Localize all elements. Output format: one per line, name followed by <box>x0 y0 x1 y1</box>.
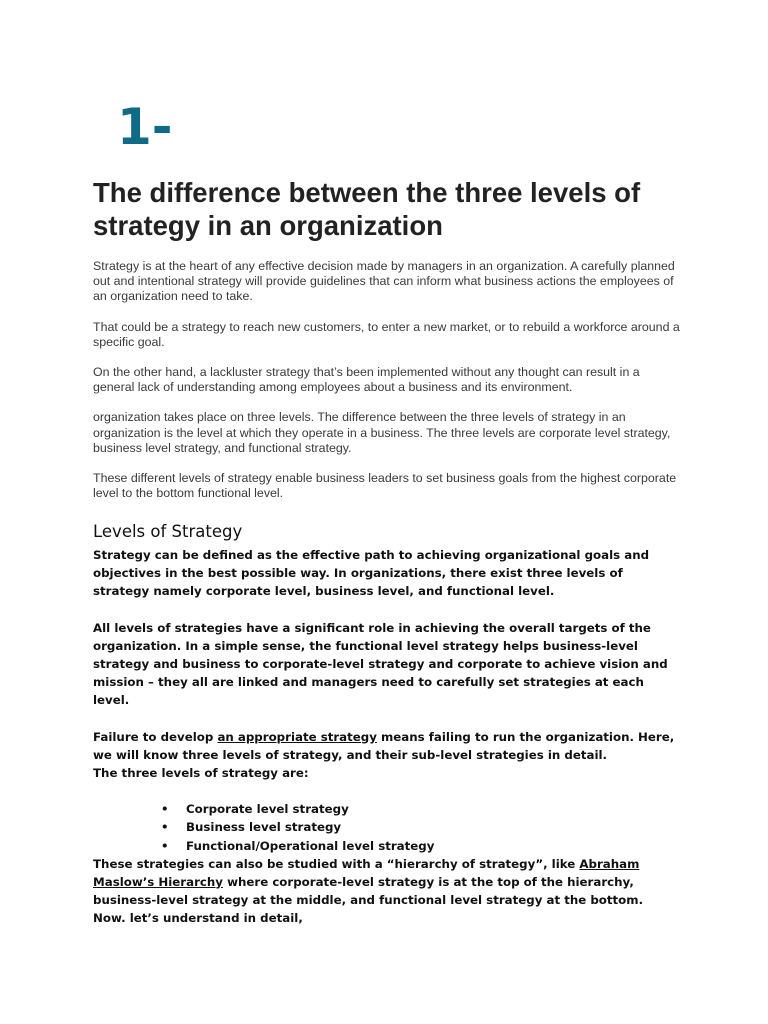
heading-number: 1- <box>117 98 173 156</box>
intro-paragraph: That could be a strategy to reach new customers, to enter a new market, or to rebuild a workforce around a specific goal. <box>93 319 680 349</box>
intro-paragraph: On the other hand, a lackluster strategy that’s been implemented without any thought can result in a general lack of understanding among employees about a business and its environment. <box>93 365 640 395</box>
bullet-icon: • <box>161 802 169 817</box>
list-item-label: Business level strategy <box>186 820 342 835</box>
list-item <box>93 800 683 818</box>
appropriate-strategy-link[interactable]: an appropriate strategy <box>217 729 377 744</box>
list-item-label: Functional/Operational level strategy <box>186 838 435 853</box>
body-paragraph <box>93 728 683 764</box>
maslow-hierarchy-link[interactable]: Abraham Maslow’s Hierarchy <box>93 856 640 890</box>
page-title: The difference between the three levels of strategy in an organization <box>93 177 641 241</box>
body-paragraph: Strategy can be defined as the effective path to achieving organizational goals and objectives in the best possible way. In organizations, there exist three levels of strategy namely corporate level, business level, and functional level. <box>93 548 650 599</box>
body-text: Failure to develop <box>93 729 218 744</box>
bullet-icon: • <box>161 820 169 835</box>
intro-paragraph: organization takes place on three levels. The difference between the three levels of strategy in an organization is the level at which they operate in a business. The three levels are corporate level strategy, business level strategy, and functional strategy. <box>93 410 671 455</box>
strategy-levels-list <box>93 800 683 855</box>
body-paragraph: The three levels of strategy are: <box>93 766 309 781</box>
body-paragraph: Now. let’s understand in detail, <box>93 911 303 926</box>
body-section <box>93 546 683 928</box>
intro-paragraph: These different levels of strategy enable business leaders to set business goals from the highest corporate level to the bottom functional level. <box>93 471 677 501</box>
intro-section <box>93 259 683 516</box>
body-text: means failing to run the organization. Here, we will know three levels of strategy, and their sub-level strategies in detail. <box>93 729 675 762</box>
body-text: These strategies can also be studied with a “hierarchy of strategy”, like <box>93 856 580 871</box>
body-paragraph: All levels of strategies have a significant role in achieving the overall targets of the organization. In a simple sense, the functional level strategy helps business-level strategy and business to corporate-level strategy and corporate to achieve vision and mission – they all are linked and managers need to carefully set strategies at each level. <box>93 620 668 708</box>
section-heading: Levels of Strategy <box>93 522 243 541</box>
body-paragraph <box>93 855 683 910</box>
list-item <box>93 818 683 836</box>
intro-paragraph: Strategy is at the heart of any effective decision made by managers in an organization. A carefully planned out and intentional strategy will provide guidelines that can inform what business actions the employees of an organization need to take. <box>93 259 675 304</box>
body-text: where corporate-level strategy is at the top of the hierarchy, business-level strategy at the middle, and functional level strategy at the bottom. <box>93 875 644 908</box>
bullet-icon: • <box>161 838 169 853</box>
list-item-label: Corporate level strategy <box>186 802 349 817</box>
list-item <box>93 837 683 855</box>
